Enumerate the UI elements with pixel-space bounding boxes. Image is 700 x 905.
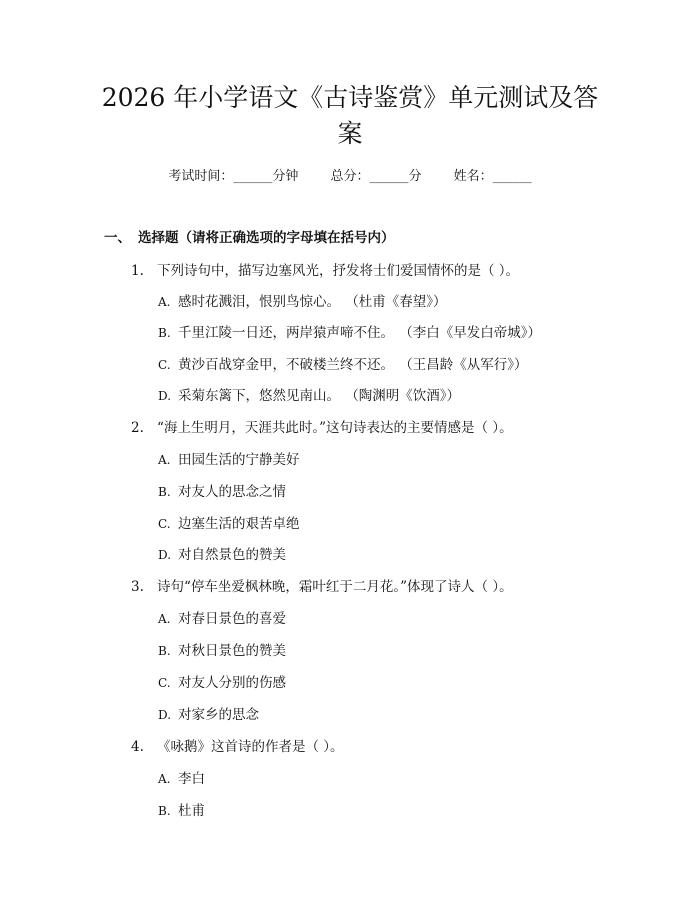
question-text: 下列诗句中，描写边塞风光，抒发将士们爱国情怀的是（ ）。 <box>157 263 520 279</box>
option-letter: D. <box>158 548 172 562</box>
option-letter: C. <box>158 676 171 690</box>
section-number: 一、 <box>104 230 131 246</box>
option-text: 对家乡的思念 <box>178 707 259 723</box>
option-text: 对自然景色的赞美 <box>178 547 286 563</box>
option-letter: A. <box>158 295 171 309</box>
question-1-option-a <box>158 292 447 312</box>
question-text: 诗句“停车坐爱枫林晚，霜叶红于二月花。”体现了诗人（ ）。 <box>157 579 513 595</box>
option-text: 千里江陵一日还，两岸猿声啼不住。 <box>178 325 394 341</box>
question-1-option-c <box>158 355 528 375</box>
option-letter: A. <box>158 772 171 786</box>
option-letter: A. <box>158 453 171 467</box>
question-2-option-c <box>158 514 300 534</box>
option-text: 黄沙百战穿金甲，不破楼兰终不还。 <box>178 357 394 373</box>
question-number: 4. <box>131 739 144 755</box>
question-3 <box>131 577 513 597</box>
section-title: 选择题（请将正确选项的字母填在括号内） <box>138 230 395 246</box>
option-source: （李白《早发白帝城》） <box>406 325 541 341</box>
question-2-option-a <box>158 450 300 470</box>
question-number: 1. <box>131 263 144 279</box>
question-4-option-b <box>158 801 205 821</box>
option-text: 感时花溅泪，恨别鸟惊心。 <box>178 294 340 310</box>
question-4-option-a <box>158 769 205 789</box>
question-1-option-b <box>158 323 541 343</box>
option-letter: C. <box>158 358 171 372</box>
option-letter: B. <box>158 485 171 499</box>
question-text: 《咏鹅》这首诗的作者是（ ）。 <box>157 739 344 755</box>
option-text: 对友人的思念之情 <box>178 484 286 500</box>
question-3-option-d <box>158 705 259 725</box>
option-text: 李白 <box>178 771 205 787</box>
section-heading <box>104 228 395 248</box>
option-letter: A. <box>158 612 171 626</box>
title-line-2: 案 <box>337 119 363 148</box>
page-title <box>80 80 620 152</box>
option-source: （杜甫《春望》） <box>352 294 447 310</box>
question-3-option-b <box>158 641 286 661</box>
option-source: （王昌龄《从军行》） <box>406 357 528 373</box>
question-number: 3. <box>131 579 144 595</box>
student-name-field: 姓名：______ <box>453 169 532 184</box>
question-2 <box>131 418 513 438</box>
question-2-option-d <box>158 545 286 565</box>
question-number: 2. <box>131 420 144 436</box>
question-3-option-a <box>158 609 286 629</box>
question-2-option-b <box>158 482 286 502</box>
option-text: 田园生活的宁静美好 <box>178 452 300 468</box>
option-letter: D. <box>158 708 172 722</box>
total-score-field: 总分：______分 <box>330 169 422 184</box>
option-text: 采菊东篱下，悠然见南山。 <box>178 388 340 404</box>
option-text: 杜甫 <box>178 803 205 819</box>
question-4 <box>131 737 344 757</box>
option-letter: C. <box>158 517 171 531</box>
option-text: 对春日景色的喜爱 <box>178 611 286 627</box>
option-letter: B. <box>158 804 171 818</box>
option-source: （陶渊明《饮酒》） <box>352 388 460 404</box>
option-letter: B. <box>158 326 171 340</box>
option-text: 边塞生活的艰苦卓绝 <box>178 516 300 532</box>
question-3-option-c <box>158 673 286 693</box>
question-text: “海上生明月，天涯共此时。”这句诗表达的主要情感是（ ）。 <box>157 420 513 436</box>
title-line-1: 2026 年小学语文《古诗鉴赏》单元测试及答 <box>101 83 599 112</box>
question-1-option-d <box>158 386 460 406</box>
option-letter: B. <box>158 644 171 658</box>
option-letter: D. <box>158 389 172 403</box>
exam-info-row <box>0 167 700 187</box>
question-1 <box>131 261 519 281</box>
option-text: 对秋日景色的赞美 <box>178 643 286 659</box>
exam-time-field: 考试时间：______分钟 <box>168 169 299 184</box>
option-text: 对友人分别的伤感 <box>178 675 286 691</box>
